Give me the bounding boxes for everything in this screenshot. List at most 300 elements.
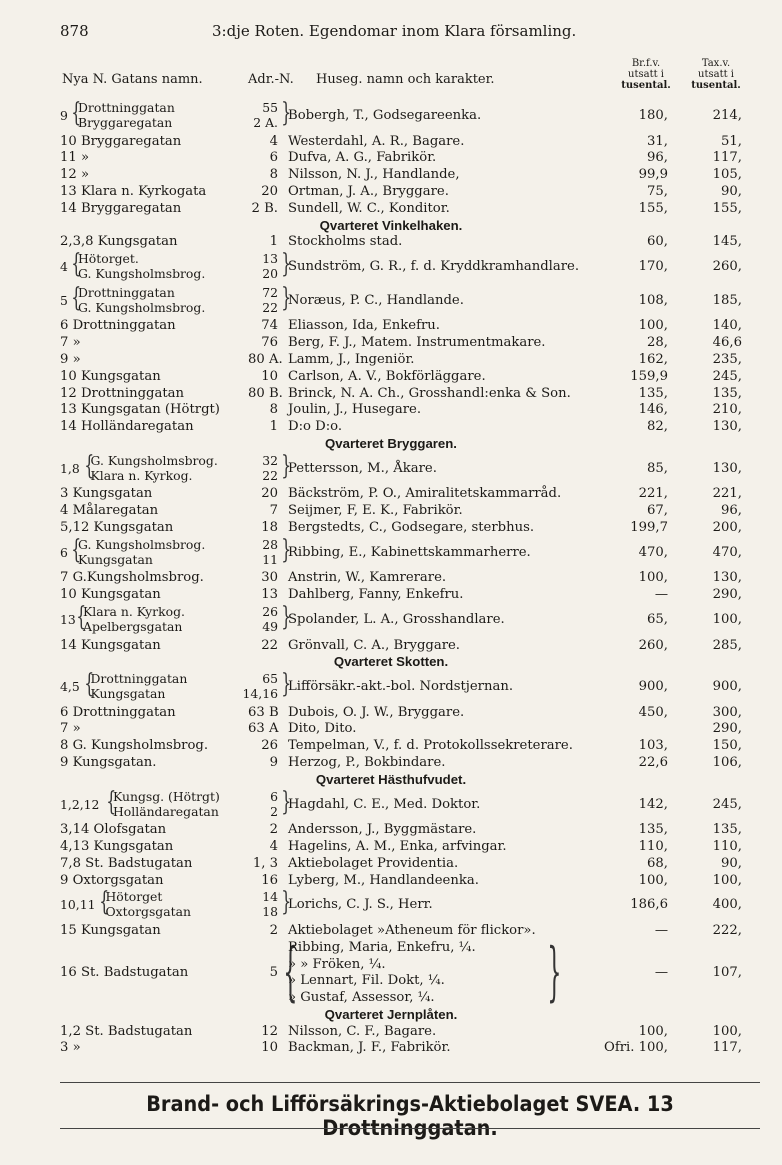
street-name: 9 Kungsgatan. [60,755,157,771]
table-row [0,822,782,839]
address-number: 4 [269,133,278,149]
table-row [0,134,782,151]
street-name: Kungsgatan [90,686,166,702]
address-number: 63 A [248,721,279,737]
street-name: Bryggaregatan [78,115,173,130]
owner-name: Grönvall, C. A., Bryggare. [288,637,460,653]
address-number: 4 [269,839,278,855]
address-number: 20 [261,486,278,502]
tax-value-header-line3: tusental. [691,80,741,91]
address-number: 63 B [248,704,279,720]
tax-value: 185, [712,292,742,308]
tax-value: 285, [712,637,742,653]
street-name: 4,13 Kungsgatan [60,839,174,855]
street-name: 15 Kungsgatan [60,923,161,939]
owner-name: Ortman, J. A., Bryggare. [288,183,449,199]
address-number: 1 [269,419,278,435]
fire-insurance-value: 260, [638,637,668,653]
street-column-header: Nya N. Gatans namn. [62,72,203,87]
tax-value: 96, [721,503,742,519]
table-row [0,251,782,285]
owner-name: Lyberg, M., Handlandeenka. [288,872,479,888]
fire-insurance-value: 135, [638,385,668,401]
street-name: Klara n. Kyrkog. [90,467,193,483]
fire-value-header-line3: tusental. [621,80,671,91]
property-number: 4 [60,259,68,275]
address-number: 30 [261,570,278,586]
owner-name: Nilsson, C. F., Bagare. [288,1023,437,1039]
owner-name: Dahlberg, Fanny, Enkefru. [288,587,464,603]
address-number: 2 B. [251,200,278,216]
table-row [0,150,782,167]
street-name: 3 Kungsgatan [60,486,153,502]
page-title: 3:dje Roten. Egendomar inom Klara församling. [212,22,577,40]
tax-value: 107, [712,964,742,980]
street-name: Klara n. Kyrkog. [83,603,185,619]
owner-name: Andersson, J., Byggmästare. [288,822,477,838]
property-number: 5 [60,292,68,308]
tax-value: 222, [712,923,742,939]
section-heading [0,218,782,235]
fire-insurance-value: — [654,587,668,603]
tax-value: 100, [712,1023,742,1039]
fire-insurance-value: — [654,923,668,939]
owner-name: Sundell, W. C., Konditor. [288,200,450,216]
table-row [0,318,782,335]
street-name: 14 Holländaregatan [60,419,194,435]
right-brace-icon: } [281,249,292,280]
street-name: 8 G. Kungsholmsbrog. [60,738,209,754]
street-name: 5,12 Kungsgatan [60,519,174,535]
street-name: Kungsgatan [78,551,153,567]
section-title: Qvarteret Bryggaren. [325,435,457,451]
divider-bottom [60,1128,760,1129]
table-row [0,671,782,705]
right-brace-icon: } [281,282,292,313]
fire-insurance-value: 159,9 [630,368,668,384]
tax-value: 140, [712,318,742,334]
table-row [0,184,782,201]
address-number: 10 [261,1040,278,1056]
tax-value: 260, [712,259,742,275]
street-name: Kungsg. (Hötrgt) [113,788,220,804]
address-column-header: Adr.-N. [248,72,294,87]
address-number: 32 [262,452,278,468]
property-table [0,100,782,1057]
right-brace-icon: } [281,534,292,565]
tax-value: 900, [712,679,742,695]
street-name: 6 Drottninggatan [60,704,176,720]
fire-insurance-value: 103, [638,738,668,754]
address-number: 6 [270,788,278,804]
left-brace-icon: { [76,601,87,632]
tax-value: 130, [712,419,742,435]
owner-name: Aktiebolaget »Atheneum för flickor». [288,923,536,939]
section-heading [0,436,782,453]
street-name: 7,8 St. Badstugatan [60,855,193,871]
table-row [0,100,782,134]
tax-value: 130, [712,570,742,586]
tax-value: 100, [712,872,742,888]
table-row [0,721,782,738]
left-brace-icon: { [71,98,82,128]
table-row [0,503,782,520]
address-number: 13 [261,587,278,603]
table-row [0,856,782,873]
right-brace-icon: } [281,98,292,128]
owner-name: Berg, F. J., Matem. Instrumentmakare. [288,335,546,351]
table-row [0,738,782,755]
address-number: 5 [269,964,278,980]
tax-value: 150, [712,738,742,754]
section-title: Qvarteret Jernplåten. [324,1006,458,1022]
address-number: 12 [261,1023,278,1039]
tax-value: 90, [721,183,742,199]
property-number: 1,2,12 [60,796,100,812]
owner-name: Bergstedts, C., Godsegare, sterbhus. [288,519,535,535]
tax-value-header-line2: utsatt i [698,69,734,80]
owner-name: Seijmer, F, E. K., Fabrikör. [288,503,463,519]
address-number: 20 [262,266,278,282]
table-row [0,638,782,655]
street-name: 1,2 St. Badstugatan [60,1023,193,1039]
owner-name: Lorichs, C. J. S., Herr. [288,897,433,913]
address-number: 80 B. [248,385,283,401]
table-row [0,402,782,419]
owner-column-header: Huseg. namn och karakter. [316,72,495,87]
owner-name: Spolander, L. A., Grosshandlare. [288,611,505,627]
street-name: 13 Kungsgatan (Hötrgt) [60,402,220,418]
fire-insurance-value: 142, [638,796,668,812]
table-row [0,352,782,369]
address-number: 16 [261,872,278,888]
street-name: Hötorget [105,889,163,905]
tax-value: 135, [712,822,742,838]
owner-name: Lifförsäkr.-akt.-bol. Nordstjernan. [288,679,514,695]
section-heading [0,772,782,789]
fire-insurance-value: 100, [638,872,668,888]
table-row [0,282,782,319]
tax-value: 135, [712,385,742,401]
tax-value-column-header [688,58,744,91]
tax-value: 290, [712,721,742,737]
tax-value: 106, [712,755,742,771]
tax-value: 400, [712,897,742,913]
owner-name: Lamm, J., Ingeniör. [288,351,415,367]
divider-top [60,1082,760,1083]
address-number: 1 [269,234,278,250]
owner-name: Noræus, P. C., Handlande. [288,292,464,308]
fire-insurance-value: — [654,964,668,980]
owner-name: Hagelins, A. M., Enka, arfvingar. [288,839,507,855]
street-name: 6 Drottninggatan [60,318,176,334]
co-owner-entry: » Gustaf, Assessor, ¼. [288,990,435,1006]
address-number: 1, 3 [252,855,278,871]
fire-insurance-value: 221, [638,486,668,502]
owner-name: Sundström, G. R., f. d. Kryddkramhandlare. [288,259,580,275]
fire-insurance-value: Ofri. 100, [604,1040,668,1056]
street-name: 10 Kungsgatan [60,368,161,384]
left-brace-icon: { [71,249,82,280]
street-name: 4 Målaregatan [60,503,159,519]
owner-name: Joulin, J., Husegare. [288,402,422,418]
right-brace-icon: } [281,450,292,481]
table-row [0,167,782,184]
right-brace-icon: } [547,934,562,1009]
owner-name: D:o D:o. [288,419,343,435]
street-name: 7 » [60,721,81,737]
owner-name: Dufva, A. G., Fabrikör. [288,150,437,166]
fire-insurance-value: 199,7 [630,519,668,535]
fire-insurance-value: 75, [647,183,668,199]
tax-value: 245, [712,368,742,384]
street-name: Hötorget. [78,251,139,267]
street-name: 9 Oxtorgsgatan [60,872,164,888]
tax-value: 221, [712,486,742,502]
tax-value: 470, [712,544,742,560]
tax-value: 235, [712,351,742,367]
table-row [0,873,782,890]
tax-value: 117, [712,1040,742,1056]
street-name: 7 » [60,335,81,351]
fire-insurance-value: 180, [638,108,668,123]
street-name: 11 » [60,150,90,166]
left-brace-icon: { [283,934,298,1009]
street-name: Drottninggatan [78,284,175,300]
address-number: 22 [262,467,278,483]
property-number: 10,11 [60,897,96,913]
owner-name: Carlson, A. V., Bokförläggare. [288,368,486,384]
tax-value: 145, [712,234,742,250]
address-number: 76 [261,335,278,351]
address-number: 28 [262,536,278,552]
fire-insurance-value: 155, [638,200,668,216]
property-number: 6 [60,544,68,560]
tax-value: 51, [721,133,742,149]
address-number: 9 [269,755,278,771]
tax-value: 130, [712,460,742,476]
fire-insurance-value: 99,9 [638,167,668,183]
address-number: 2 [269,923,278,939]
street-name: 3,14 Olofsgatan [60,822,167,838]
table-row [0,201,782,218]
owner-name: Stockholms stad. [288,234,403,250]
street-name: Apelbergsgatan [83,618,183,634]
address-number: 72 [262,284,278,300]
co-owner-entry: Ribbing, Maria, Enkefru, ¼. [288,939,476,955]
fire-insurance-value: 170, [638,259,668,275]
property-number: 13 [60,611,76,627]
owner-name: Bäckström, P. O., Amiralitetskammarråd. [288,486,562,502]
right-brace-icon: } [281,786,292,817]
street-name: 12 » [60,167,90,183]
fire-insurance-value: 100, [638,318,668,334]
fire-insurance-value: 60, [647,234,668,250]
address-number: 20 [261,183,278,199]
advertisement-banner: Brand- och Lifförsäkrings-Aktiebolaget SVEA. 13 Drottninggatan. [146,1092,674,1140]
address-number: 26 [262,603,278,619]
fire-insurance-value: 470, [638,544,668,560]
tax-value: 110, [712,839,742,855]
fire-insurance-value: 22,6 [638,755,668,771]
tax-value: 214, [712,108,742,123]
address-number: 2 [269,822,278,838]
table-row [0,335,782,352]
table-row [0,601,782,638]
address-number: 22 [261,637,278,653]
street-name: 13 Klara n. Kyrkogata [60,183,207,199]
section-title: Qvarteret Skotten. [333,654,449,670]
left-brace-icon: { [71,282,82,313]
street-name: 3 » [60,1040,81,1056]
table-row [0,520,782,537]
street-name: 12 Drottninggatan [60,385,184,401]
fire-insurance-value: 96, [647,150,668,166]
table-row [0,923,782,940]
address-number: 80 A. [248,351,283,367]
fire-insurance-value: 100, [638,570,668,586]
fire-insurance-value: 68, [647,855,668,871]
tax-value: 90, [721,855,742,871]
address-number: 18 [262,904,278,920]
address-number: 26 [261,738,278,754]
owner-name: Brinck, N. A. Ch., Grosshandl:enka & Son. [288,385,571,401]
address-number: 49 [262,618,278,634]
right-brace-icon: } [281,669,292,700]
owner-name: Westerdahl, A. R., Bagare. [288,133,465,149]
address-number: 10 [261,368,278,384]
left-brace-icon: { [106,786,117,817]
table-row [0,570,782,587]
co-owner-list [288,940,476,1007]
owner-name: Backman, J. F., Fabrikör. [288,1040,451,1056]
fire-value-column-header [618,58,674,91]
street-name: 9 » [60,351,81,367]
address-number: 55 [262,100,278,115]
right-brace-icon: } [281,601,292,632]
table-row [0,786,782,823]
tax-value: 46,6 [712,335,742,351]
table-row [0,839,782,856]
table-row [0,234,782,251]
address-number: 22 [262,299,278,315]
owner-name: Nilsson, N. J., Handlande, [288,167,460,183]
column-headers [0,58,782,98]
fire-insurance-value: 31, [647,133,668,149]
owner-name: Eliasson, Ida, Enkefru. [288,318,440,334]
tax-value: 290, [712,587,742,603]
address-number: 74 [261,318,278,334]
address-number: 8 [269,402,278,418]
tax-value: 100, [712,611,742,627]
street-name: 16 St. Badstugatan [60,964,189,980]
section-title: Qvarteret Vinkelhaken. [319,217,463,233]
address-number: 7 [269,503,278,519]
section-heading [0,654,782,671]
street-name: G. Kungsholmsbrog. [78,299,206,315]
fire-insurance-value: 162, [638,351,668,367]
owner-name: Dubois, O. J. W., Bryggare. [288,704,465,720]
owner-name: Ribbing, E., Kabinettskammarherre. [288,544,531,560]
owner-name: Hagdahl, C. E., Med. Doktor. [288,796,481,812]
street-name: 14 Bryggaregatan [60,200,182,216]
address-number: 14,16 [242,686,278,702]
left-brace-icon: { [98,887,109,918]
address-number: 14 [262,889,278,905]
table-row [0,755,782,772]
street-name: 10 Bryggaregatan [60,133,182,149]
fire-insurance-value: 82, [647,419,668,435]
right-brace-icon: } [281,887,292,918]
owner-name: Dito, Dito. [288,721,357,737]
street-name: 7 G.Kungsholmsbrog. [60,570,204,586]
table-row [0,705,782,722]
address-number: 18 [261,519,278,535]
fire-insurance-value: 146, [638,402,668,418]
owner-name: Aktiebolaget Providentia. [288,855,459,871]
street-name: Drottninggatan [78,100,175,115]
owner-name: Tempelman, V., f. d. Protokollssekreterare. [288,738,573,754]
tax-value: 210, [712,402,742,418]
street-name: G. Kungsholmsbrog. [90,452,218,468]
fire-value-header-line2: utsatt i [628,69,664,80]
left-brace-icon: { [71,534,82,565]
fire-insurance-value: 67, [647,503,668,519]
address-number: 2 [270,803,278,819]
page-number: 878 [60,22,89,40]
street-name: G. Kungsholmsbrog. [78,266,206,282]
property-number: 1,8 [60,460,80,476]
table-row [0,934,782,1009]
owner-name: Anstrin, W., Kamrerare. [288,570,447,586]
section-heading [0,1007,782,1024]
fire-insurance-value: 65, [647,611,668,627]
street-name: Holländaregatan [113,803,219,819]
street-name: Drottninggatan [90,671,188,687]
table-row [0,587,782,604]
table-row [0,486,782,503]
table-row [0,1024,782,1041]
tax-value: 117, [712,150,742,166]
tax-value: 200, [712,519,742,535]
street-name: 2,3,8 Kungsgatan [60,234,178,250]
fire-insurance-value: 186,6 [630,897,668,913]
table-row [0,450,782,487]
fire-insurance-value: 450, [638,704,668,720]
fire-insurance-value: 135, [638,822,668,838]
street-name: Oxtorgsgatan [105,904,191,920]
address-number: 13 [262,251,278,267]
address-number: 2 A. [253,115,278,130]
street-name: 10 Kungsgatan [60,587,161,603]
table-row [0,369,782,386]
left-brace-icon: { [83,450,94,481]
table-row [0,889,782,923]
property-number: 4,5 [60,679,80,695]
section-title: Qvarteret Hästhufvudet. [315,771,467,787]
property-number: 9 [60,108,68,123]
fire-value-header-line1: Br.f.v. [631,58,661,69]
tax-value: 300, [712,704,742,720]
left-brace-icon: { [83,669,94,700]
table-row [0,419,782,436]
fire-insurance-value: 900, [638,679,668,695]
owner-name: Pettersson, M., Åkare. [288,460,437,476]
co-owner-entry: » Lennart, Fil. Dokt, ¼. [288,973,445,989]
owner-name: Bobergh, T., Godsegareenka. [288,108,482,123]
address-number: 65 [262,671,278,687]
fire-insurance-value: 100, [638,1023,668,1039]
